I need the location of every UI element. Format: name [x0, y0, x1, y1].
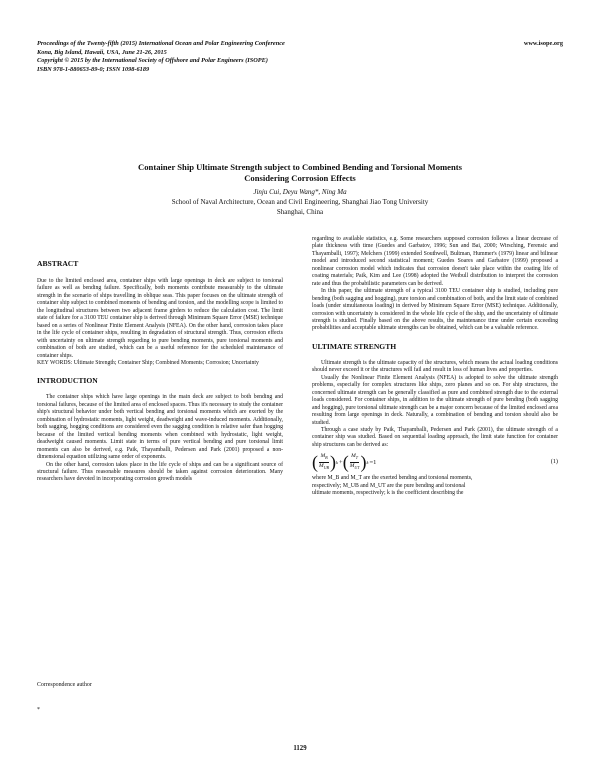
eq-num1-sub: B [325, 455, 328, 461]
title-line: Considering Corrosion Effects [244, 173, 356, 183]
abstract-heading: ABSTRACT [37, 259, 79, 268]
keywords-text: Ultimate Strength; Container Ship; Combined Moments; Corrosion; Uncertainty [73, 359, 259, 366]
eq-den1: M [319, 462, 324, 469]
eq-den2-sub: UT [354, 464, 360, 470]
affiliation [37, 197, 563, 217]
eq-rhs: =1 [369, 458, 377, 466]
ultimate-strength-heading: ULTIMATE STRENGTH [312, 341, 397, 351]
equation-explanation: ultimate moments, respectively; k is the coefficient describing the [312, 490, 464, 497]
website-link[interactable]: www.isope.org [523, 40, 563, 47]
conference-header [37, 40, 477, 75]
abstract-text: Due to the limited enclosed area, container ships with large openings in deck are subject to torsional failure as well as bending failure. Specifically, both moments contribute measurably to the ultimate strength in the scenario of ships travelling in oblique seas. This paper focuses on the ultimate strength of container ship subject to combined moments of bending and torsion, and the modelling scope is limited to the longitudinal structures between two adjacent frame girders to reduce the calculation cost. The limit state of failure for a 3100 TEU container ship is derived through Minimum Square Error (MSE) technique based on a series of Nonlinear Finite Element Analysis (NFEA). On the other hand, corrosion takes place in the life cycle of container ships, resulting in degradation of structural strength. Thus, corrosion effects with uncertainty on ultimate strength regarding to pure bending moments, pure torsional moments and combination of both are studied, which can be a useful reference for the scheduled maintenance of container ships. [37, 278, 283, 359]
eq-exponent: k [366, 459, 369, 465]
equation-explanation: where M_B and M_T are the exerted bending and torsional moments, [312, 475, 473, 482]
right-paragraph: regarding to available statistics, e.g. Some researchers supposed corrosion follows a linear decrease of plate thickness with time (Guedes and Garbatov, 1996; Sun and Bai, 2000; Wirsching, Ferensic and Thayamballi, 1997); Melchers (1999) extended Southwell, Bultman, Hummer's (1979) linear and bilinear model and introduced second statistical moment; Guedes Soares and Garbatov (1999) proposed a nonlinear corrosion model which indicates that corrosion doesn't take place within the coating life of coating materials; Paik, Kim and Lee (1998) adopted the Weibull distribution to interpret the corrosion rate and thus the probabilistic parameters can be derived. [312, 236, 558, 287]
header-line: ISBN 978-1-880653-89-0; ISSN 1098-6189 [37, 66, 150, 74]
ultimate-strength-paragraph: Usually the Nonlinear Finite Element Analysis (NFEA) is adopted to solve the ultimate strength problems, especially for complex structures like ships, zero planes and so on. For ship structures, the concerned ultimate strength can be generally classified as pure and combined strength due to the external loads considered. For container ships, in addition to the ultimate strength of pure bending (both sagging and hogging), pure torsional ultimate strength can be a major concern because of the limited enclosed area resulting from large openings in deck. Naturally, a combination of bending and torsion should also be studied. [312, 374, 558, 426]
footnote-marker: * [37, 707, 40, 713]
right-column [312, 236, 558, 498]
limit-state-equation: ( $\frac{M_B}{M_{UB}}$ ) k + ( $\frac{M_T}{M_{UT}}$ ) k =1 (1) [312, 452, 558, 473]
left-column [37, 259, 283, 484]
equation-number: (1) [550, 458, 558, 466]
affiliation-line: Shanghai, China [276, 208, 324, 216]
eq-exponent: k [336, 459, 339, 465]
eq-num1: M [320, 453, 326, 460]
equation-explanation: respectively; M_UB and M_UT are the pure bending and torsional [312, 482, 466, 489]
title-line: Container Ship Ultimate Strength subject to Combined Bending and Torsional Moments [138, 162, 462, 172]
eq-den2: M [349, 462, 355, 469]
eq-den1-sub: UB [323, 464, 330, 470]
eq-num2-sub: T [355, 455, 359, 461]
paper-title [37, 162, 563, 184]
header-line: Proceedings of the Twenty-fifth (2015) International Ocean and Polar Engineering Conference [37, 40, 285, 47]
footnote: Correspondence author [37, 682, 92, 688]
keywords-label: KEY WORDS: [37, 359, 73, 366]
right-paragraph: In this paper, the ultimate strength of a typical 3100 TEU container ship is studied, including pure bending (both sagging and hogging), pure torsion and combination of both, and the limit state of combined loads (under simultaneous loading) in derived by Minimum Square Error (MSE) technique. Additionally, corrosion with uncertainty is considered in the whole life cycle of the ship, and the uncertainty of ultimate strength is studied. Finally based on the above results, the maintenance time under certain exceeding probabilities and acceptable ultimate strengths can be obtained, which can be a valuable reference. [312, 288, 558, 332]
author-list: Jinju Cui, Deyu Wang*, Ning Ma [253, 188, 347, 196]
ultimate-strength-paragraph: Through a case study by Paik, Thayamballi, Pedersen and Park (2001), the ultimate strength of a container ship was studied. Based on sequential loading approach, the limit state function for container ship structures can be derived as: [312, 426, 558, 448]
affiliation-line: School of Naval Architecture, Ocean and Civil Engineering, Shanghai Jiao Tong University [171, 198, 429, 206]
ultimate-strength-paragraph: Ultimate strength is the ultimate capacity of the structures, which means the actual loading conditions should never exceed it or the structures will fail and result in loss of human lives and properties. [312, 359, 558, 374]
eq-num2: M [351, 453, 356, 460]
header-line: Kona, Big Island, Hawaii, USA, June 21-26, 2015 [37, 48, 167, 56]
header-line: Copyright © 2015 by the International Society of Offshore and Polar Engineers (ISOPE) [37, 57, 268, 65]
introduction-heading: INTRODUCTION [37, 376, 98, 386]
keywords [37, 360, 283, 367]
introduction-paragraph: On the other hand, corrosion takes place in the life cycle of ships and can be a significant source of structural failure. Thus reasonable measures should be taken against corrosion deterioration. Many researchers have devoted in incorporating corrosion growth models [37, 461, 283, 483]
page-number: 1129 [293, 745, 307, 752]
introduction-paragraph: The container ships which have large openings in the main deck are subject to both bending and torsional failures, because of the limited area of enclosed spaces. Thus it's necessary to study the container ship's structural behavior under both vertical bending and torsional moments which are exerted by the combination of hydrostatic moments, light weight, deadweight and wave-induced moments. Additionally, both sagging, hogging conditions are considered even the sagging condition is relative safer than hogging because of the limited vertical bending moments when combined with hydrostatic, light weight, deadweight caused moments. Limit state in terms of pure vertical bending and pure torsional limit moments can also be derived, e.g. Paik, Thayamballi, Pedersen and Park (2001) proposed a non-dimensional equation utilizing same order of exponents. [37, 394, 283, 461]
